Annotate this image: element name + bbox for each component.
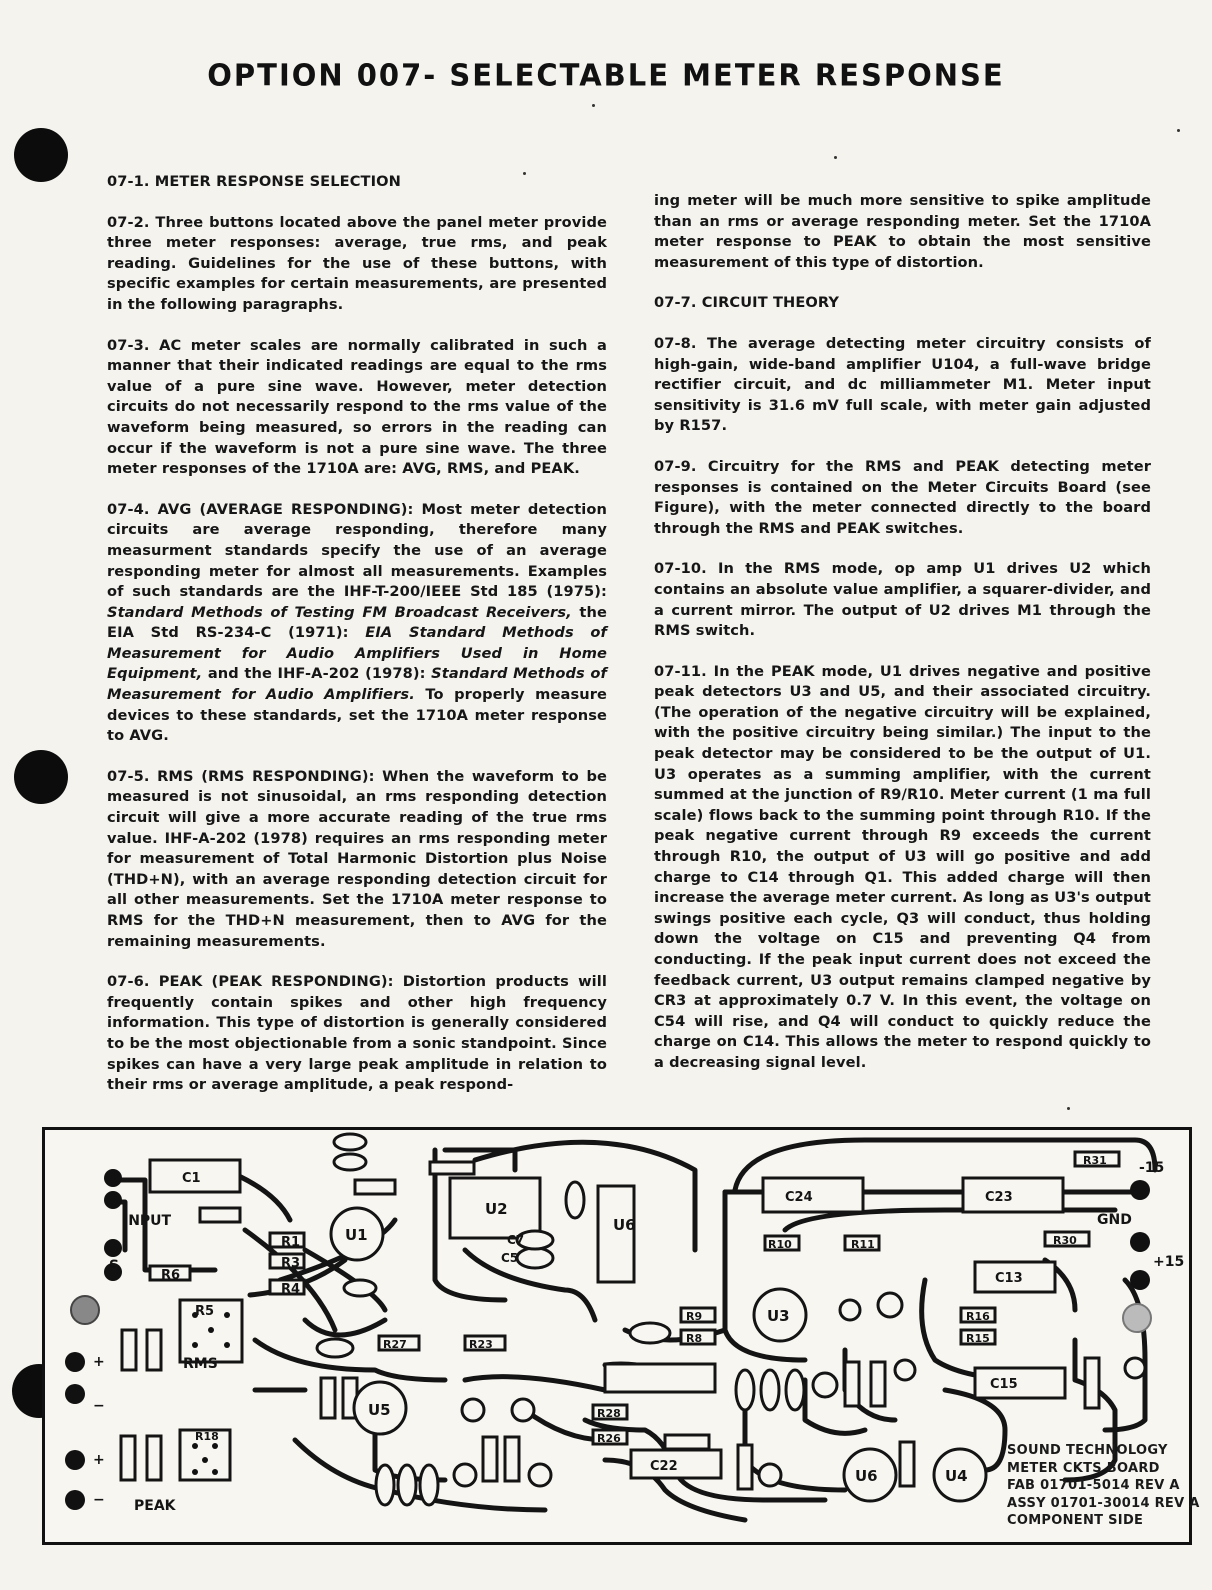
paragraph-07-4	[107, 500, 607, 747]
board-caption-line: COMPONENT SIDE	[1007, 1513, 1144, 1529]
page-title: OPTION 007- SELECTABLE METER RESPONSE	[207, 57, 1005, 93]
svg-text:R31: R31	[1083, 1154, 1107, 1167]
svg-text:C15: C15	[990, 1377, 1018, 1392]
board-caption-line: SOUND TECHNOLOGY	[1007, 1443, 1168, 1458]
paragraph-07-2: 07-2. Three buttons located above the panel meter provide three meter responses: average, true rms, and peak reading. Guidelines for the use of these buttons, with specific examples for certain measurements, are presented in the following paragraphs.	[107, 213, 607, 313]
svg-text:C22: C22	[650, 1459, 678, 1474]
paragraph-07-4-text: 07-4. AVG (AVERAGE RESPONDING): Most meter detection circuits are average responding, therefore many measurment standards specify the use of an average responding meter for almost all measurements. Examples of such standards are the IHF-T-200/IEEE Std 185 (1975):	[107, 500, 607, 601]
paragraph-07-9: 07-9. Circuitry for the RMS and PEAK detecting meter responses is contained on the Meter Circuits Board (see Figure), with the meter connected directly to the board through the RMS and PEAK switches.	[654, 457, 1151, 537]
paragraph-07-3: 07-3. AC meter scales are normally calibrated in such a manner that their indicated readings are equal to the rms value of a pure sine wave. However, meter detection circuits do not necessarily respond to the rms value of the waveform being measured, so errors in the reading can occur if the waveform is not a pure sine wave. The three meter responses of the 1710A are: AVG, RMS, and PEAK.	[107, 336, 607, 478]
right-column	[654, 191, 1151, 1094]
svg-text:U6: U6	[855, 1467, 878, 1485]
svg-text:U1: U1	[345, 1226, 368, 1244]
standard-title: Standard Methods of Measurement for Audio Amplifiers.	[107, 665, 607, 704]
paragraph-07-4-text: To properly measure devices to these standards, set the 1710A meter response to AVG.	[107, 686, 608, 745]
left-column	[107, 172, 607, 1116]
svg-text:U2: U2	[485, 1200, 508, 1218]
svg-text:R28: R28	[597, 1407, 621, 1420]
paragraph-07-11: 07-11. In the PEAK mode, U1 drives negative and positive peak detectors U3 and U5, and their associated circuitry. (The operation of the negative circuitry will be explained, with the positive circuitry being similar.) The input to the peak detector may be considered to be the output of U1. U3 operates as a summing amplifier, with the current summed at the junction of R9/R10. Meter current (1 ma full scale) flows back to the summing point through R10. If the peak negative current through R9 exceeds the current through R10, the output of U3 will go positive and add charge to C14 through Q1. This added charge will then increase the average meter current. As long as U3's output swings positive each cycle, Q3 will conduct, thus holding down the voltage on C15 and preventing Q4 from conducting. If the peak input current does not exceed the feedback current, U3 output remains clamped negative by CR3 at approximately 0.7 V. In this event, the voltage on C54 will rise, and Q4 will conduct to quickly reduce the charge on C14. This allows the meter to respond quickly to a decreasing signal level.	[654, 662, 1151, 1071]
svg-text:R30: R30	[1053, 1234, 1077, 1247]
board-label-neg15: -15	[1139, 1160, 1165, 1176]
binder-hole-top	[14, 128, 68, 182]
board-caption-line: FAB 01701-5014 REV A	[1007, 1478, 1180, 1494]
svg-text:U3: U3	[767, 1307, 790, 1325]
paragraph-07-6-continued: ing meter will be much more sensitive to spike amplitude than an rms or average responding meter. Set the 1710A meter response to PEAK to obtain the most sensitive measurement of this type of distortion.	[654, 192, 1151, 271]
board-label-pos15: +15	[1153, 1254, 1185, 1270]
board-caption-line: ASSY 01701-30014 REV A	[1007, 1495, 1200, 1511]
svg-text:R4: R4	[281, 1282, 301, 1297]
svg-text:−: −	[93, 1398, 105, 1414]
scan-speck	[592, 104, 595, 107]
scan-speck	[834, 156, 837, 159]
svg-text:R11: R11	[851, 1238, 875, 1251]
svg-text:R15: R15	[966, 1332, 990, 1345]
paragraph-07-8: 07-8. The average detecting meter circuitry consists of high-gain, wide-band amplifier U104, a full-wave bridge rectifier circuit, and dc milliammeter M1. Meter input sensitivity is 31.6 mV full scale, with meter gain adjusted by R157.	[654, 334, 1151, 435]
board-label-gnd: GND	[1097, 1212, 1132, 1228]
svg-text:R26: R26	[597, 1432, 621, 1445]
svg-text:C5: C5	[501, 1251, 519, 1265]
svg-text:C1: C1	[182, 1171, 201, 1186]
svg-text:C24: C24	[785, 1190, 813, 1205]
svg-text:U6: U6	[613, 1216, 636, 1234]
binder-hole-middle	[14, 750, 68, 804]
standard-title: EIA Standard Methods of Measurement for Audio Amplifiers Used in Home Equipment,	[107, 624, 607, 683]
paragraph-07-4-text: and the IHF-A-202 (1978):	[207, 665, 426, 683]
paragraph-07-6: 07-6. PEAK (PEAK RESPONDING): Distortion products will frequently contain spikes and other high frequency information. This type of distortion is generally considered to be the most objectionable from a sonic standpoint. Since spikes can have a very large peak amplitude in relation to their rms or average amplitude, a peak respond-	[107, 973, 607, 1094]
scan-speck	[1067, 1107, 1070, 1110]
board-label-rms: RMS	[183, 1356, 218, 1372]
board-label-input: INPUT	[123, 1213, 172, 1229]
svg-text:R16: R16	[966, 1310, 990, 1323]
scan-speck	[1177, 129, 1180, 132]
paragraph-07-4-text: the EIA Std RS-234-C (1971):	[107, 603, 607, 642]
board-caption-line: METER CKTS BOARD	[1007, 1460, 1160, 1476]
svg-text:C23: C23	[985, 1190, 1013, 1205]
section-heading-circuit-theory: 07-7. CIRCUIT THEORY	[654, 294, 840, 312]
section-heading-meter-response: 07-1. METER RESPONSE SELECTION	[107, 173, 401, 190]
svg-text:R18: R18	[195, 1430, 219, 1443]
paragraph-07-5: 07-5. RMS (RMS RESPONDING): When the waveform to be measured is not sinusoidal, an rms responding detection circuit will give a more accurate reading of the true rms value. IHF-A-202 (1978) requires an rms responding meter for measurement of Total Harmonic Distortion plus Noise (THD+N), with an average responding detection circuit for all other measurements. Set the 1710A meter response to RMS for the THD+N measurement, then to AVG for the remaining measurements.	[107, 767, 607, 950]
svg-text:−: −	[93, 1492, 105, 1508]
svg-text:R1: R1	[281, 1235, 301, 1250]
board-caption	[1007, 1442, 1200, 1530]
svg-text:R10: R10	[768, 1238, 792, 1251]
svg-text:U5: U5	[368, 1401, 391, 1419]
svg-text:+: +	[93, 1354, 105, 1370]
svg-text:R3: R3	[281, 1256, 301, 1271]
svg-text:U4: U4	[945, 1467, 968, 1485]
meter-circuits-board-diagram	[42, 1127, 1200, 1545]
svg-text:C7: C7	[507, 1233, 525, 1247]
board-label-s: S	[109, 1258, 120, 1274]
svg-text:+: +	[93, 1452, 105, 1468]
paragraph-07-10: 07-10. In the RMS mode, op amp U1 drives U2 which contains an absolute value amplifier, a squarer-divider, and a current mirror. The output of U2 drives M1 through the RMS switch.	[654, 560, 1151, 640]
svg-text:R8: R8	[686, 1332, 703, 1345]
svg-text:C13: C13	[995, 1271, 1023, 1286]
svg-text:R5: R5	[195, 1304, 215, 1319]
board-label-peak: PEAK	[134, 1498, 176, 1514]
svg-text:R23: R23	[469, 1338, 493, 1351]
svg-text:R9: R9	[686, 1310, 703, 1323]
svg-text:R6: R6	[161, 1268, 181, 1283]
standard-title: Standard Methods of Testing FM Broadcast Receivers,	[107, 603, 572, 621]
svg-text:R27: R27	[383, 1338, 407, 1351]
